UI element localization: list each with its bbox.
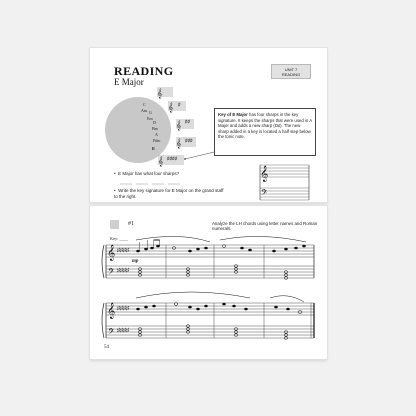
unit-label: UNIT 7 xyxy=(284,67,298,72)
notes-system-1 xyxy=(136,240,306,279)
treble-clef-icon: 𝄞 xyxy=(176,138,182,148)
unit-section-label: READING xyxy=(281,72,301,77)
circle-label: G xyxy=(149,110,152,115)
circle-label: E xyxy=(152,146,156,151)
question-2: • Write the key signature for E Major on the grand staff to the right. xyxy=(114,188,224,199)
pointer-line xyxy=(185,152,214,159)
circle-label: Em xyxy=(147,116,153,121)
question-1-text: E Major has what four sharps? xyxy=(118,171,180,176)
treble-clef-icon: 𝄞 xyxy=(168,102,174,112)
reading-page xyxy=(90,48,327,202)
treble-clef-icon: 𝄞 xyxy=(260,165,269,181)
bass-clef-icon: 𝄢 xyxy=(108,328,115,339)
exercise-instruction: Analyze the LH chords using letter names and Roman numerals. xyxy=(212,221,318,231)
treble-clef-icon: 𝄞 xyxy=(176,120,182,130)
sharp-icon: ♯♯♯♯ xyxy=(117,306,129,312)
page-subtitle: E Major xyxy=(114,77,144,87)
circle-label: D xyxy=(153,120,156,125)
bass-clef-icon: 𝄢 xyxy=(108,268,115,279)
circle-label: C xyxy=(143,102,146,107)
sharp-icon: ♯ xyxy=(178,102,181,108)
circle-label: Am xyxy=(141,108,147,113)
key-name: Key of E Major xyxy=(218,112,248,117)
question-1: • E Major has what four sharps? xyxy=(114,171,180,176)
key-answer-label: Key: ____ xyxy=(110,236,129,241)
circle-label: Bm xyxy=(152,126,158,131)
page-number: 54 xyxy=(104,345,109,350)
notes-system-2 xyxy=(136,303,302,340)
key-description: has four sharps in the key signature. It keeps the sharps that were used in A Major and adds a new sharp (D♯). The new sharp added in a key is located a half step below the tonic note. xyxy=(218,112,312,140)
sharp-icon: ♯♯♯♯ xyxy=(167,156,177,162)
exercise-number: #1 xyxy=(128,221,134,227)
bass-clef-icon: 𝄢 xyxy=(261,189,268,200)
treble-clef-icon: 𝄞 xyxy=(157,88,163,98)
music-score xyxy=(90,206,327,359)
treble-clef-icon: 𝄞 xyxy=(107,302,116,318)
sharp-icon: ♯♯♯ xyxy=(185,138,193,144)
dynamic-marking: mp xyxy=(132,259,139,264)
sharp-icon: ♯♯♯♯ xyxy=(117,248,129,254)
circle-label: F♯m xyxy=(153,138,161,143)
page-title: READING xyxy=(114,64,174,78)
sharp-icon: ♯♯♯♯ xyxy=(117,268,129,274)
treble-clef-icon: 𝄞 xyxy=(107,244,116,260)
circle-label: A xyxy=(155,132,158,137)
sharp-icon: ♯♯♯♯ xyxy=(117,328,129,334)
treble-clef-icon: 𝄞 xyxy=(158,156,164,166)
key-description-box xyxy=(214,108,316,156)
exercise-page xyxy=(90,206,327,359)
circle-of-fifths xyxy=(105,97,174,163)
sharp-icon: ♯♯ xyxy=(185,119,190,125)
question-2-text: Write the key signature for E Major on the grand staff to the right. xyxy=(114,188,224,199)
